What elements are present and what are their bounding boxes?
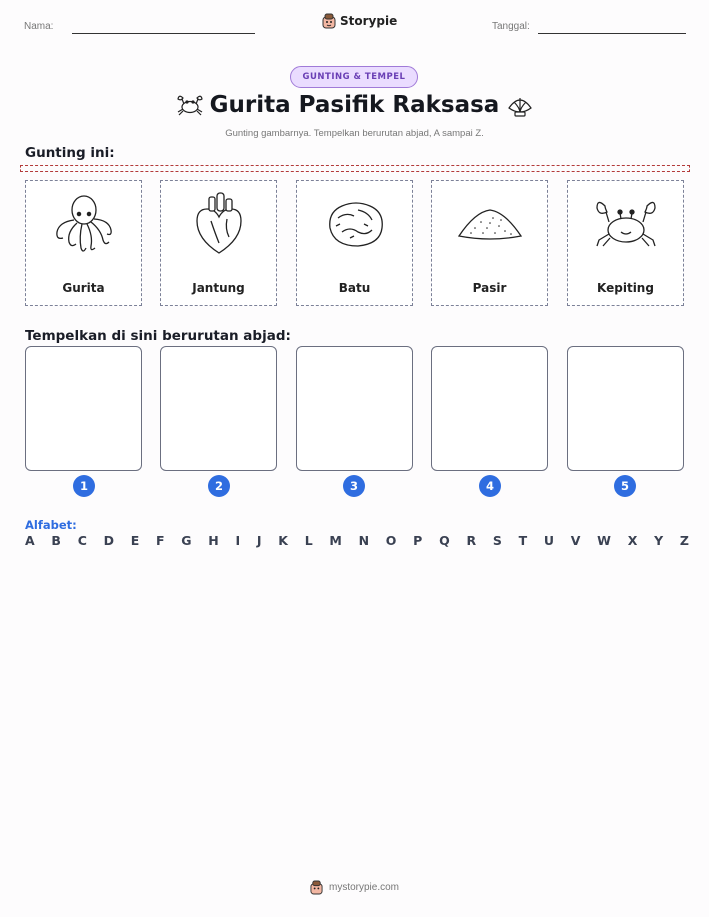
alphabet-letter: R xyxy=(466,533,477,548)
date-label: Tanggal: xyxy=(492,21,530,32)
alphabet-letter: G xyxy=(181,533,192,548)
octopus-icon xyxy=(49,192,119,256)
alphabet-letter: T xyxy=(518,533,528,548)
alphabet-letter: V xyxy=(570,533,581,548)
paste-slot-5[interactable] xyxy=(567,346,684,471)
alphabet-letter: Q xyxy=(439,533,450,548)
alphabet-letter: K xyxy=(278,533,288,548)
crab-icon xyxy=(593,194,659,254)
alphabet-letter: W xyxy=(597,533,611,548)
heart-icon xyxy=(189,191,249,257)
alphabet-letter: Y xyxy=(654,533,664,548)
alphabet-letter: I xyxy=(235,533,241,548)
sand-icon xyxy=(455,204,525,244)
instructions: Gunting gambarnya. Tempelkan berurutan abjad, A sampai Z. xyxy=(225,128,484,139)
paste-section-title: Tempelkan di sini berurutan abjad: xyxy=(25,328,291,344)
alphabet-letter: M xyxy=(329,533,342,548)
alphabet-letter: L xyxy=(304,533,313,548)
card-label: Batu xyxy=(338,281,371,295)
cut-card-gurita[interactable] xyxy=(25,180,142,306)
slot-number-badge: 5 xyxy=(614,475,636,497)
alphabet-letter: N xyxy=(358,533,370,548)
clam-icon xyxy=(506,94,534,118)
rock-icon xyxy=(322,198,388,250)
alphabet-letter: E xyxy=(130,533,140,548)
activity-badge: GUNTING & TEMPEL xyxy=(290,66,418,88)
slot-number-badge: 1 xyxy=(73,475,95,497)
alphabet-letter: U xyxy=(543,533,554,548)
paste-slot-4[interactable] xyxy=(431,346,548,471)
name-label: Nama: xyxy=(24,21,54,32)
cut-card-kepiting[interactable] xyxy=(567,180,684,306)
alphabet-letter: H xyxy=(208,533,219,548)
alphabet-letter: P xyxy=(413,533,423,548)
alphabet-letter: X xyxy=(627,533,638,548)
cut-line xyxy=(20,165,690,172)
footer-link[interactable]: mystorypie.com xyxy=(328,882,399,893)
alphabet-letter: A xyxy=(25,533,35,548)
card-label: Kepiting xyxy=(597,281,654,295)
date-line[interactable] xyxy=(538,33,686,34)
cut-card-pasir[interactable] xyxy=(431,180,548,306)
cut-card-jantung[interactable] xyxy=(160,180,277,306)
cut-section-title: Gunting ini: xyxy=(25,145,115,161)
paste-slot-1[interactable] xyxy=(25,346,142,471)
alphabet-letter: O xyxy=(385,533,397,548)
alphabet-letter: J xyxy=(256,533,262,548)
alphabet-row xyxy=(25,533,689,548)
alphabet-letter: S xyxy=(492,533,502,548)
alphabet-title: Alfabet: xyxy=(25,518,77,532)
alphabet-letter: C xyxy=(77,533,87,548)
storypie-logo-icon xyxy=(310,880,323,895)
storypie-logo-icon xyxy=(322,13,336,29)
alphabet-letter: Z xyxy=(679,533,689,548)
brand-name: Storypie xyxy=(340,14,398,28)
brand-logo xyxy=(322,13,397,29)
slot-number-badge: 4 xyxy=(479,475,501,497)
slot-number-badge: 2 xyxy=(208,475,230,497)
card-label: Jantung xyxy=(192,281,245,295)
alphabet-letter: D xyxy=(103,533,114,548)
paste-slot-3[interactable] xyxy=(296,346,413,471)
alphabet-letter: F xyxy=(156,533,165,548)
slot-number-badge: 3 xyxy=(343,475,365,497)
alphabet-letter: B xyxy=(51,533,61,548)
name-line[interactable] xyxy=(72,33,255,34)
card-label: Gurita xyxy=(62,281,105,295)
card-label: Pasir xyxy=(472,281,507,295)
cut-card-batu[interactable] xyxy=(296,180,413,306)
paste-slot-2[interactable] xyxy=(160,346,277,471)
footer xyxy=(0,880,709,895)
page-title: Gurita Pasifik Raksasa xyxy=(209,92,500,118)
